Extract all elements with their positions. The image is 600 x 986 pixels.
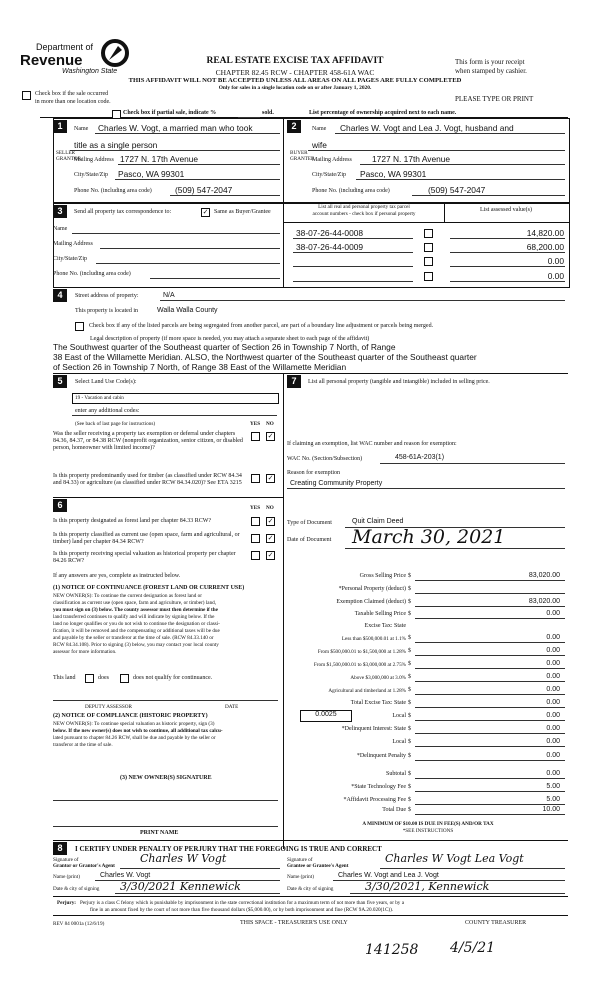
calc-underline	[415, 681, 565, 682]
calc-underline	[415, 804, 565, 805]
calc-dollar: $	[408, 611, 411, 617]
parcel-underline-2	[293, 252, 413, 253]
calc-value[interactable]: 0.00	[546, 660, 560, 667]
perjury-line1: Perjury is a class C felony which is punishable by imprisonment in the state correctional institution for a maximum term of not more than five years, or by a	[80, 900, 405, 906]
buyer-address[interactable]: 1727 N. 17th Avenue	[372, 154, 451, 164]
county-treasurer: COUNTY TREASURER	[465, 920, 527, 926]
calc-label: Total Due	[382, 807, 406, 813]
street-address-underline	[160, 300, 565, 301]
calc-underline[interactable]	[415, 593, 565, 594]
calc-underline	[415, 618, 565, 619]
parcel-header-line2: account numbers - check box if personal property	[312, 211, 416, 217]
section-6-number: 6	[53, 499, 67, 512]
value-underline-3	[450, 266, 565, 267]
calc-label: Exemption Claimed (deduct)	[336, 599, 406, 605]
calc-dollar: $	[408, 771, 411, 777]
type-print: PLEASE TYPE OR PRINT	[455, 95, 534, 103]
calc-value[interactable]: 0.00	[546, 770, 560, 777]
calc-dollar: $	[408, 674, 411, 680]
calc-label: Less than $500,000.01 at 1.1%	[341, 636, 406, 642]
calc-dollar: $	[408, 700, 411, 706]
section-3-number: 3	[53, 205, 67, 218]
deputy-date-label: DATE	[225, 704, 239, 710]
calc-label: Local	[392, 739, 406, 745]
calc-label: *Affidavit Processing Fee	[343, 797, 406, 803]
street-address[interactable]: N/A	[163, 292, 175, 299]
section-2-number: 2	[287, 120, 301, 133]
located-label: This property is located in	[75, 308, 138, 314]
grantor-date-city[interactable]: 3/30/2021 Kennewick	[120, 880, 241, 893]
legal-description-label: Legal description of property (if more space is needed, you may attach a separate sheet to each page of the affidavit)	[90, 336, 370, 342]
section-7-number: 7	[287, 375, 301, 388]
notice1-title: (1) NOTICE OF CONTINUANCE (FOREST LAND OR CURRENT USE)	[53, 585, 245, 591]
seller-name-underline2	[70, 150, 280, 151]
corr-address-field[interactable]	[100, 248, 280, 249]
if-yes-note: If any answers are yes, complete as instructed below.	[53, 573, 181, 579]
calc-label: Local	[392, 713, 406, 719]
sec5-q1-no-checkbox[interactable]: ✓	[267, 432, 274, 440]
notice2-line: below. If the new owner(s) does not wish to continue, all additional tax calcu-	[53, 728, 223, 734]
this-land-label: This land	[53, 675, 76, 681]
sec5-q2-no-checkbox[interactable]: ✓	[267, 474, 274, 482]
buyer-city-underline	[356, 179, 565, 180]
reason-label: Reason for exemption	[287, 470, 340, 476]
calc-underline	[415, 814, 565, 815]
calc-label: Gross Selling Price	[359, 573, 406, 579]
assessed-value-1[interactable]: 14,820.00	[526, 228, 564, 238]
land-does-label: does	[98, 675, 109, 681]
additional-codes-field[interactable]	[72, 415, 277, 416]
calc-label: Total Excise Tax: State	[350, 700, 406, 706]
calc-label: Agricultural and timberland at 1.28%	[328, 688, 406, 694]
sec6-q2-yes-checkbox[interactable]	[251, 534, 260, 543]
buyer-name-label: Name	[312, 126, 327, 132]
parcel-underline-3[interactable]	[293, 266, 413, 267]
notice1-line: and payable by the seller or transferor at the time of sale. (RCW 84.33.140 or	[53, 635, 214, 641]
print-name-field[interactable]	[53, 826, 278, 827]
parcel-underline-4[interactable]	[293, 281, 413, 282]
segregated-checkbox[interactable]	[75, 322, 84, 331]
buyer-name-underline1	[335, 133, 565, 134]
stamp-date: 4/5/21	[450, 940, 496, 956]
sec6-q1-yes-checkbox[interactable]	[251, 517, 260, 526]
buyer-address-label: Mailing Address	[312, 157, 352, 163]
sec6-q2: Is this property classified as current use (open space, farm and agricultural, or timber) land per chapter 84.34 RCW?	[53, 532, 240, 545]
buyer-name-underline2	[308, 150, 565, 151]
corr-city-label: City/State/Zip	[53, 256, 87, 262]
exemption-label: If claiming an exemption, list WAC number and reason for exemption:	[287, 441, 457, 447]
sec5-no-header: NO	[266, 421, 274, 427]
corr-phone-label: Phone No. (including area code)	[53, 271, 131, 277]
parcel-number-1[interactable]: 38-07-26-44-0008	[296, 228, 364, 238]
notice2-line: lated pursuant to chapter 84.26 RCW, shall be due and payable by the seller or	[53, 735, 216, 741]
sec6-no-header: NO	[266, 505, 274, 511]
assessed-value-2[interactable]: 68,200.00	[526, 242, 564, 252]
calc-value[interactable]: 83,020.00	[528, 598, 560, 605]
calc-label: From $500,000.01 to $1,500,000 at 1.28%	[317, 649, 406, 655]
calc-value[interactable]: 5.00	[546, 796, 560, 803]
calc-underline	[415, 778, 565, 779]
seller-side-label: SELLER GRANTOR	[56, 150, 81, 162]
multi-location-label1: Check box if the sale occurred	[35, 91, 109, 97]
land-does-checkbox[interactable]	[85, 674, 94, 683]
calc-dollar: $	[408, 726, 411, 732]
receipt-line2: when stamped by cashier.	[455, 67, 527, 75]
exemption-reason[interactable]: Creating Community Property	[290, 480, 383, 487]
calc-underline	[415, 746, 565, 747]
grantee-print-name[interactable]: Charles W. Vogt and Lea J. Vogt	[338, 872, 439, 879]
calc-label: Above $3,000,000 at 3.0%	[350, 675, 406, 681]
sec5-q1: Was the seller receiving a property tax exemption or deferral under chapters 84.36, 84.37, or 84.38 RCW (nonprofit organization, senior citizen, or disabled person, homeowner with limited income)?	[53, 431, 243, 451]
calc-dollar: $	[408, 797, 411, 803]
seller-phone-label: Phone No. (including area code)	[74, 188, 152, 194]
grantor-date-label: Date & city of signing	[53, 886, 100, 892]
sec6-q2-no-checkbox[interactable]: ✓	[267, 534, 274, 542]
ownership-pct-note: List percentage of ownership acquired next to each name.	[309, 110, 457, 116]
grantee-signature-line	[380, 868, 565, 869]
buyer-side-label: BUYER GRANTEE	[290, 150, 315, 162]
sec6-q1: Is this property designated as forest land per chapter 84.33 RCW?	[53, 518, 212, 524]
calc-label: *Delinquent Penalty	[356, 753, 406, 759]
calc-underline	[415, 760, 565, 761]
notice2-line: NEW OWNER(S): To continue special valuation as historic property, sign (3)	[53, 721, 215, 727]
land-use-label: Select Land Use Code(s):	[75, 379, 137, 385]
calc-value[interactable]: 10.00	[542, 806, 560, 813]
calc-value[interactable]: 0.00	[546, 725, 560, 732]
buyer-address-underline	[360, 164, 565, 165]
calc-dollar: $	[408, 807, 411, 813]
assessed-value-3[interactable]: 0.00	[547, 256, 564, 266]
seller-address[interactable]: 1727 N. 17th Avenue	[120, 154, 199, 164]
calc-label: Subtotal	[385, 771, 406, 777]
section-1-number: 1	[53, 120, 67, 133]
section-5-top-rule	[53, 373, 568, 374]
doc-type-label: Type of Document	[287, 520, 332, 526]
buyer-phone-label: Phone No. (including area code)	[312, 188, 390, 194]
calc-value[interactable]: 0.00	[546, 738, 560, 745]
partial-sale-label: Check box if partial sale, indicate %	[123, 110, 217, 116]
same-as-buyer-checkbox[interactable]: ✓	[202, 208, 209, 216]
calc-value[interactable]: 0.00	[546, 634, 560, 641]
correspondence-label: Send all property tax correspondence to:	[74, 209, 172, 215]
sec6-q3-no-checkbox[interactable]: ✓	[267, 551, 274, 559]
multi-location-label2: in more than one location code.	[35, 99, 111, 105]
calc-value[interactable]: 0.00	[546, 673, 560, 680]
treasurer-only: THIS SPACE - TREASURER'S USE ONLY	[240, 920, 348, 926]
notice1-line: land no longer qualifies or you do not wish to continue the designation or classi-	[53, 621, 220, 627]
section-3-divider	[283, 202, 284, 287]
form-number: REV 84 0001a (12/6/19)	[53, 921, 105, 927]
buyer-phone-underline	[412, 195, 565, 196]
sec6-q1-no-checkbox[interactable]: ✓	[267, 517, 274, 525]
calc-underline	[415, 642, 565, 643]
sec6-yes-header: YES	[250, 505, 261, 511]
form-title: REAL ESTATE EXCISE TAX AFFIDAVIT	[206, 56, 384, 66]
grantor-signature-line	[120, 868, 280, 869]
street-address-label: Street address of property:	[75, 293, 139, 299]
corr-name-field[interactable]	[72, 233, 280, 234]
notice1-line: NEW OWNER(S): To continue the current designation as forest land or	[53, 593, 202, 599]
see-back-note: (See back of last page for instructions)	[75, 421, 156, 427]
calc-value[interactable]: 83,020.00	[528, 572, 560, 579]
local-rate: 0.0025	[315, 711, 337, 718]
doc-date[interactable]: March 30, 2021	[352, 526, 506, 548]
segregated-label: Check box if any of the listed parcels are being segregated from another parcel, are part of a boundary line adjustment or parcels being merged.	[89, 323, 434, 329]
section-4-number: 4	[53, 289, 67, 302]
assessed-value-header: List assessed value(s)	[480, 207, 532, 213]
sec5-q1-yes-checkbox[interactable]	[251, 432, 260, 441]
doc-date-label: Date of Document	[287, 537, 332, 543]
calc-underline	[415, 668, 565, 669]
assessed-value-4[interactable]: 0.00	[547, 271, 564, 281]
notice1-line: you must sign on (3) below. The county assessor must then determine if the	[53, 607, 218, 613]
seller-address-label: Mailing Address	[74, 157, 114, 163]
calc-value[interactable]: 0.00	[546, 647, 560, 654]
sec5-q2-yes-checkbox[interactable]	[251, 474, 260, 483]
calc-dollar: $	[408, 635, 411, 641]
section-8-top-rule	[53, 840, 568, 841]
personal-property-label: List all personal property (tangible and intangible) included in selling price.	[308, 379, 490, 385]
form-note: Only for sales in a single location code on or after January 1, 2020.	[218, 85, 372, 91]
certify-statement: I CERTIFY UNDER PENALTY OF PERJURY THAT THE FOREGOING IS TRUE AND CORRECT	[75, 845, 382, 853]
notice1-line: land transferred continues to qualify and will indicate by signing below. If the	[53, 614, 215, 620]
grantee-date-label: Date & city of signing	[287, 886, 334, 892]
calc-label: *Personal Property (deduct)	[338, 586, 406, 592]
grantee-name-label: Name (print)	[287, 874, 314, 880]
calc-value[interactable]: 5.00	[546, 783, 560, 790]
section-6-top-rule	[53, 497, 283, 498]
sec6-q3: Is this property receiving special valuation as historical property per chapter 84.26 RCW?	[53, 551, 236, 564]
corr-name-label: Name	[53, 226, 68, 232]
parcel-underline-1	[293, 238, 413, 239]
seller-phone[interactable]: (509) 547-2047	[175, 185, 233, 195]
notice1-line: fication, it will be removed and the compensating or additional taxes will be due	[53, 628, 220, 634]
parcel-personal-checkbox-1[interactable]	[424, 229, 433, 238]
calc-label: *Delinquent Interest: State	[341, 726, 406, 732]
seller-name-line1[interactable]: Charles W. Vogt, a married man who took	[98, 123, 253, 133]
dept-line3: Washington State	[62, 68, 118, 75]
located-county[interactable]: Walla Walla County	[157, 307, 218, 314]
grantor-signature[interactable]: Charles W Vogt	[140, 852, 227, 865]
revenue-logo-icon	[100, 38, 130, 68]
calc-dollar: $	[408, 687, 411, 693]
land-does-not-checkbox[interactable]	[120, 674, 129, 683]
grantor-print-name[interactable]: Charles W. Vogt	[100, 872, 151, 879]
section-8-number: 8	[53, 842, 67, 855]
buyer-phone[interactable]: (509) 547-2047	[428, 185, 486, 195]
seller-name-line2[interactable]: title as a single person	[74, 140, 158, 150]
grantee-sig-label2: Grantee or Grantee's Agent	[287, 863, 349, 869]
value-underline-1	[450, 238, 565, 239]
perjury-bold: Perjury:	[57, 900, 77, 906]
calc-underline	[415, 580, 565, 581]
buyer-name-line2[interactable]: wife	[312, 140, 327, 150]
calc-underline	[415, 720, 565, 721]
see-instructions-note: *SEE INSTRUCTIONS	[402, 828, 454, 834]
corr-phone-field[interactable]	[150, 278, 280, 279]
footer-rule	[53, 896, 568, 897]
land-use-value: 19 - Vacation and cabin	[75, 395, 124, 401]
legal-description-line1[interactable]: The Southwest quarter of the Southeast quarter of Section 26 in Township 7 North, of Range	[53, 342, 396, 352]
notice1-line: assessor for more information.	[53, 649, 117, 655]
seller-city[interactable]: Pasco, WA 99301	[118, 169, 185, 179]
buyer-city[interactable]: Pasco, WA 99301	[360, 169, 427, 179]
calc-dollar: $	[408, 586, 411, 592]
parcel-personal-checkbox-2[interactable]	[424, 243, 433, 252]
notice2-title: (2) NOTICE OF COMPLIANCE (HISTORIC PROPERTY)	[53, 713, 208, 719]
minimum-due-note: A MINIMUM OF $10.00 IS DUE IN FEE(S) AND/OR TAX	[362, 821, 494, 827]
calc-value[interactable]: 0.00	[546, 699, 560, 706]
seller-phone-underline	[170, 195, 280, 196]
parcel-header-line1: List all real and personal property tax parcel	[318, 204, 410, 210]
calc-label: *State Technology Fee	[351, 784, 406, 790]
section-5-number: 5	[53, 375, 67, 388]
grantor-date-line	[115, 893, 280, 894]
grantee-sig-label1: Signature of	[287, 857, 313, 863]
multi-location-checkbox[interactable]	[22, 91, 31, 100]
notice1-line: RCW 84.34.108). Prior to signing (3) below, you may contact your local county	[53, 642, 219, 648]
perjury-line2: fine in an amount fixed by the court of not more than five thousand dollars ($5,000.00), or by both imprisonment and fine (RCW 9A.20.020(1C)).	[90, 907, 394, 913]
section-3-header-divider	[444, 202, 445, 222]
calc-value[interactable]: 0.00	[546, 752, 560, 759]
calc-label: Excise Tax: State	[364, 623, 406, 629]
print-name-label: PRINT NAME	[140, 830, 179, 836]
new-owner-signature-field[interactable]	[53, 800, 278, 801]
section-3-header-rule	[283, 222, 569, 223]
dept-line2: Revenue	[20, 52, 83, 69]
calc-dollar: $	[408, 784, 411, 790]
seller-name-underline1	[95, 133, 280, 134]
doc-date-underline	[345, 548, 565, 549]
parties-divider	[283, 118, 284, 203]
sec5-q2: Is this property predominantly used for timber (as classified under RCW 84.34 and 84.33) or agriculture (as classified under RCW 84.34.020)? See ETA 3215	[53, 473, 242, 486]
buyer-name-line1[interactable]: Charles W. Vogt and Lea J. Vogt, husband and	[340, 123, 514, 133]
grantee-date-city[interactable]: 3/30/2021, Kennewick	[365, 880, 490, 893]
grantee-date-line	[350, 893, 565, 894]
parcel-personal-checkbox-3[interactable]	[424, 257, 433, 266]
calc-underline	[415, 791, 565, 792]
dept-line1: Department of	[36, 42, 94, 52]
form-warning: THIS AFFIDAVIT WILL NOT BE ACCEPTED UNLESS ALL AREAS ON ALL PAGES ARE FULLY COMPLETED	[128, 77, 462, 84]
calc-value[interactable]: 0.00	[546, 686, 560, 693]
calc-underline	[415, 694, 565, 695]
new-owner-signature-label: (3) NEW OWNER(S) SIGNATURE	[120, 775, 212, 781]
value-underline-2	[450, 252, 565, 253]
grantee-signature[interactable]: Charles W Vogt Lea Vogt	[385, 852, 524, 865]
seller-city-underline	[115, 179, 280, 180]
legal-description-line3[interactable]: of Section 26 in Township 7 North, of Range 38 East of the Willamette Meridian	[53, 362, 347, 372]
calc-dollar: $	[408, 573, 411, 579]
calc-underline	[415, 655, 565, 656]
doc-type[interactable]: Quit Claim Deed	[352, 518, 404, 525]
wac-number[interactable]: 458-61A-203(1)	[395, 454, 445, 461]
notice2-line: transferor at the time of sale.	[53, 742, 113, 748]
grantor-sig-label2: Grantor or Grantor's Agent	[53, 863, 115, 869]
calc-label: Taxable Selling Price	[354, 611, 406, 617]
wac-label: WAC No. (Section/Subsection)	[287, 456, 363, 462]
reason-underline	[287, 488, 565, 489]
calc-dollar: $	[408, 753, 411, 759]
sec5-yes-header: YES	[250, 421, 261, 427]
notice1-line: classification as current use (open space, farm and agriculture, or timber) land,	[53, 600, 217, 606]
calc-label: From $1,500,000.01 to $3,000,000 at 2.75%	[313, 662, 406, 668]
section-4-top-rule	[53, 287, 568, 288]
corr-address-label: Mailing Address	[53, 241, 93, 247]
calc-underline	[415, 733, 565, 734]
parcel-number-2[interactable]: 38-07-26-44-0009	[296, 242, 364, 252]
grantor-sig-label1: Signature of	[53, 857, 79, 863]
deputy-assessor-signature-field[interactable]	[53, 700, 278, 701]
parcel-personal-checkbox-4[interactable]	[424, 272, 433, 281]
form-subtitle: CHAPTER 82.45 RCW - CHAPTER 458-61A WAC	[215, 68, 375, 77]
sec6-q3-yes-checkbox[interactable]	[251, 551, 260, 560]
seller-city-label: City/State/Zip	[74, 172, 108, 178]
calc-dollar: $	[408, 661, 411, 667]
calc-value[interactable]: 0.00	[546, 610, 560, 617]
middle-divider	[283, 373, 284, 849]
calc-dollar: $	[408, 739, 411, 745]
wac-underline	[380, 463, 565, 464]
same-as-buyer-label: Same as Buyer/Grantee	[214, 209, 271, 215]
calc-underline	[415, 606, 565, 607]
buyer-city-label: City/State/Zip	[312, 172, 346, 178]
seller-address-underline	[118, 164, 280, 165]
partial-sale-sold: sold.	[262, 110, 274, 116]
deputy-assessor-label: DEPUTY ASSESSOR	[85, 704, 132, 710]
calc-dollar: $	[408, 599, 411, 605]
legal-description-line2[interactable]: 38 East of the Willamette Meridian. ALSO, the Northwest quarter of the Southeast quarter of the Southeast quarter	[53, 352, 477, 362]
calc-value[interactable]: 0.00	[546, 712, 560, 719]
land-does-not-label: does not qualify for continuance.	[133, 675, 213, 681]
stamp-number: 141258	[365, 942, 419, 958]
calc-dollar: $	[408, 713, 411, 719]
footer-rule-2	[53, 915, 568, 916]
receipt-line1: This form is your receipt	[455, 58, 525, 66]
calc-underline	[415, 707, 565, 708]
grantor-name-label: Name (print)	[53, 874, 80, 880]
corr-city-field[interactable]	[96, 263, 280, 264]
calc-dollar: $	[408, 648, 411, 654]
value-underline-4	[450, 281, 565, 282]
additional-codes-label: enter any additional codes:	[75, 408, 140, 414]
seller-name-label: Name	[74, 126, 89, 132]
